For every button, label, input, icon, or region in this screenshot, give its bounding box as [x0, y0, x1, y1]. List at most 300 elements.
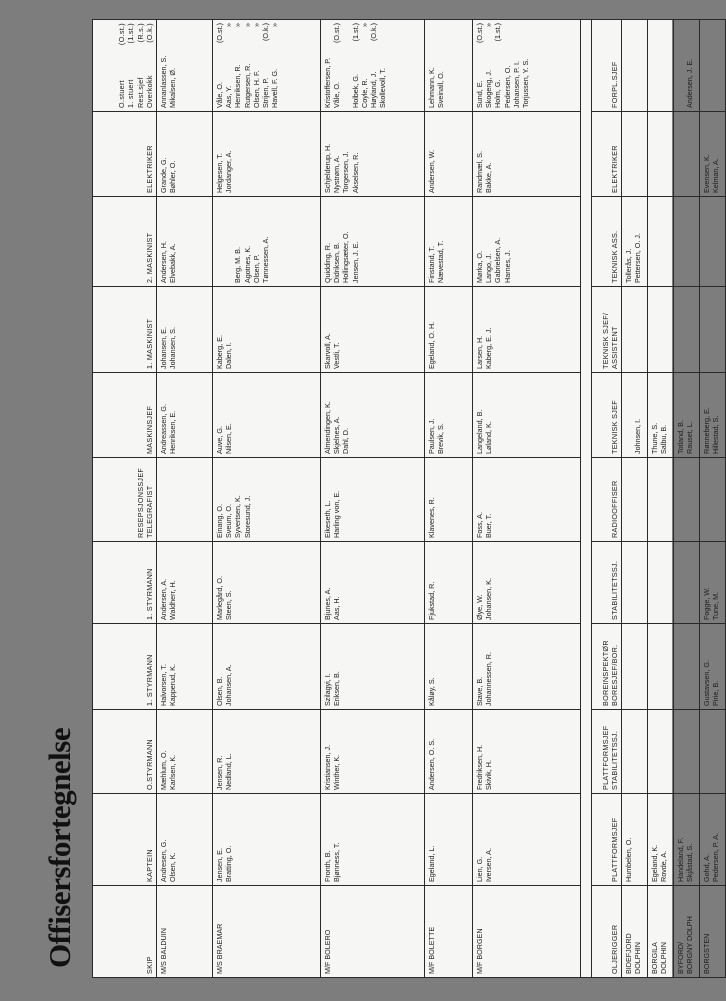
table-cell — [674, 20, 700, 112]
name-line: Thune, S. — [650, 422, 659, 454]
name-line: Hollingsæter, O. — [341, 231, 351, 283]
name-line: Marlegård, O. — [215, 576, 224, 620]
name-line: Foss, A. — [475, 512, 484, 538]
name-line: Johansen, S. — [168, 327, 178, 369]
name-line: Skjåstad, S. — [685, 843, 695, 882]
table-cell — [473, 373, 581, 458]
table-cell — [473, 710, 581, 794]
table-cell — [473, 197, 581, 287]
header-rank: (1.st.) — [126, 23, 136, 44]
table-cell — [157, 542, 213, 624]
name-line: Hillestad, S. — [711, 415, 721, 454]
name-line: Skjelnes, A. — [332, 416, 342, 454]
table-cell — [700, 624, 726, 710]
table-cell — [321, 287, 425, 373]
table-cell — [622, 112, 648, 197]
crew-rank: » — [233, 23, 243, 27]
name-line — [341, 23, 350, 108]
name-line: Randmæl, S. — [475, 151, 484, 193]
name-line: Humbelen, O. — [624, 837, 633, 882]
name-line: Waldherr, H. — [168, 580, 178, 620]
table-cell — [622, 542, 648, 624]
column-header: TEKNISK SJEF — [592, 373, 622, 458]
table-cell — [674, 624, 700, 710]
table-cell — [674, 542, 700, 624]
name-line: Johansen, K. — [484, 578, 494, 620]
name-line: Nedland, L. — [224, 753, 234, 790]
name-line: Schjelderup, H. — [323, 143, 332, 193]
name-line: Fronth, B. — [323, 850, 332, 882]
crew-name: Lehmann, K. — [427, 67, 436, 108]
stuert-cell — [473, 20, 581, 112]
name-line — [676, 23, 685, 108]
name-line — [378, 23, 387, 108]
crew-name: Johansen, P. I. — [511, 60, 521, 108]
column-header: KAPTEIN — [93, 794, 157, 886]
rig-row — [700, 20, 726, 978]
table-cell — [674, 710, 700, 794]
crew-rank: (1.st.) — [493, 23, 503, 42]
table-cell — [473, 287, 581, 373]
table-cell — [213, 373, 321, 458]
name-line: Brevik, S. — [436, 423, 446, 454]
crew-rank: (O.k.) — [369, 23, 379, 41]
table-cell — [157, 794, 213, 886]
name-line — [332, 23, 341, 108]
table-cell — [622, 624, 648, 710]
crew-name — [341, 106, 350, 108]
name-line: Harnes, J. — [502, 250, 512, 283]
column-header: SKIP — [93, 886, 157, 978]
ship-row — [425, 20, 473, 978]
table-cell — [622, 287, 648, 373]
table-cell — [622, 794, 648, 886]
rig-name-cell — [622, 886, 648, 978]
header-role: Overkokk — [144, 75, 154, 108]
name-line: Andresen, G. — [159, 839, 168, 882]
name-line: Jensen, J. E. — [350, 241, 360, 283]
name-line: Halvorsen, T. — [159, 664, 168, 706]
name-line: Øye, W. — [475, 594, 484, 620]
name-line: Rovde, A. — [659, 850, 669, 882]
table-cell — [425, 624, 473, 710]
column-header: 1. MASKINIST — [93, 287, 157, 373]
name-line: Eriksen, B. — [332, 671, 342, 706]
name-line — [351, 23, 360, 108]
table-cell — [321, 112, 425, 197]
name-line: Handeland, F. — [676, 837, 685, 882]
name-line: Andreassen, G. — [159, 404, 168, 454]
column-header: 2. MASKINIST — [93, 197, 157, 287]
name-line: Egeland, K. — [650, 844, 659, 882]
name-line: BYFORD/ — [676, 942, 685, 974]
name-line — [224, 23, 233, 108]
crew-rank: (O.st.) — [332, 23, 342, 43]
name-line: BORGSTEN — [702, 933, 711, 974]
name-line: Egeland, O. H. — [427, 321, 436, 369]
table-cell — [700, 710, 726, 794]
crew-name: Høyland, J. — [369, 71, 379, 108]
name-line: M/S BRAEMAR — [215, 923, 224, 974]
name-line: M/S BALDUIN — [159, 928, 168, 974]
table-cell — [622, 458, 648, 542]
name-line — [270, 23, 279, 108]
name-line — [261, 23, 270, 108]
name-line — [427, 23, 436, 108]
table-cell — [622, 20, 648, 112]
table-cell — [213, 112, 321, 197]
name-line: Akselsen, R. — [350, 152, 360, 193]
name-line: Jordanger, A. — [224, 150, 234, 193]
name-line: Rauset, L. — [685, 421, 695, 454]
name-line: Andersen, J. E. — [685, 58, 695, 108]
name-line: Steen, S. — [224, 590, 234, 620]
table-cell — [648, 20, 674, 112]
crew-name: Strijen, P. — [261, 77, 271, 108]
name-line: Harling von, E. — [332, 490, 342, 538]
name-line: BIDEFJORD — [624, 933, 633, 974]
name-line: Skarvoll, A. — [323, 333, 332, 369]
name-line: Pedersen, P. A. — [711, 832, 721, 882]
name-line: Henriksen, E. — [168, 410, 178, 454]
table-cell — [321, 542, 425, 624]
table-cell — [473, 794, 581, 886]
stuert-cell — [213, 20, 321, 112]
name-line: Tønnessen, A. — [261, 236, 271, 283]
table-cell — [425, 373, 473, 458]
name-line: Andersen, A. — [159, 578, 168, 620]
name-line: Syvertsen, K. — [233, 495, 243, 538]
ship-name-cell — [157, 886, 213, 978]
table-cell — [213, 542, 321, 624]
name-line: Kapperud, K. — [168, 664, 178, 706]
name-line: Rønneberg, E. — [702, 407, 711, 454]
name-line: Grande, G. — [159, 157, 168, 193]
rig-row — [622, 20, 648, 978]
name-line: DOLPHIN — [659, 942, 669, 974]
rig-name-cell — [648, 886, 674, 978]
name-line — [215, 200, 224, 283]
table-cell — [700, 794, 726, 886]
crew-name: Våle, O. — [332, 82, 342, 108]
crew-name: Coyle, R. — [359, 78, 369, 108]
column-header: RESEPSJONSSJEF TELEGRAFIST — [93, 458, 157, 542]
name-line — [243, 23, 252, 108]
table-cell — [648, 458, 674, 542]
name-line — [436, 23, 445, 108]
name-line: Løland, K. — [484, 421, 494, 454]
column-header: PLATTFORMSJEF — [592, 794, 622, 886]
stuert-cell — [425, 20, 473, 112]
column-header: TEKNISK ASS. — [592, 197, 622, 287]
name-line: Sveum, O. — [224, 504, 234, 538]
crew-name: Kristoffersen, P. — [323, 57, 332, 108]
name-line — [252, 23, 261, 108]
name-line: Jensen, R. — [215, 755, 224, 790]
column-header: OLJERIGGER — [592, 886, 622, 978]
name-line: Bakke, A. — [484, 162, 494, 193]
table-cell — [700, 542, 726, 624]
name-line: Kåløy, S. — [427, 677, 436, 706]
crew-name: Torjussen, Y. S. — [521, 58, 531, 108]
name-line: BORGNY DOLPH — [685, 916, 695, 974]
name-line: Einang, O. — [215, 504, 224, 538]
header-line — [136, 23, 145, 108]
header-role: 1. stuert — [126, 79, 136, 108]
stuert-cell — [157, 20, 213, 112]
name-line — [493, 23, 502, 108]
rig-name-cell — [700, 886, 726, 978]
name-line: Nystrøm, A. — [332, 155, 342, 193]
table-cell — [622, 710, 648, 794]
name-line: Gohd, A. — [702, 854, 711, 882]
name-line: Jensen, E. — [215, 848, 224, 882]
crew-rank: (O.k.) — [261, 23, 271, 41]
table-cell — [321, 710, 425, 794]
name-line: Kaberg, E. J. — [484, 327, 494, 369]
table-cell — [213, 624, 321, 710]
crew-name: Skollevoll, T. — [378, 68, 388, 108]
table-cell — [157, 287, 213, 373]
table-cell — [425, 458, 473, 542]
name-line: Torgersen, J. — [341, 151, 351, 193]
name-line: Andersen, H. — [159, 241, 168, 283]
name-line: Skivik, H. — [484, 760, 494, 790]
header-role: O.stuert — [117, 80, 127, 108]
table-cell — [425, 794, 473, 886]
header-line — [145, 23, 154, 108]
column-header: O.STYRMANN — [93, 710, 157, 794]
stuert-cell — [321, 20, 425, 112]
table-cell — [674, 112, 700, 197]
table-cell — [674, 458, 700, 542]
ship-name-cell — [321, 886, 425, 978]
table-cell — [648, 373, 674, 458]
table-cell — [425, 542, 473, 624]
name-line: Olsen, K. — [168, 852, 178, 882]
name-line: Auve, G. — [215, 426, 224, 454]
header-rank: (R.s.) — [135, 23, 145, 43]
name-line: Bjønness, T. — [332, 842, 342, 882]
table-cell — [425, 112, 473, 197]
rigs-header-row — [592, 20, 622, 978]
table-cell — [622, 373, 648, 458]
name-line: Bjunes, A. — [323, 587, 332, 620]
name-line — [503, 23, 512, 108]
name-line: Mæhlum, O. — [159, 750, 168, 790]
name-line — [624, 376, 633, 454]
table-cell — [157, 624, 213, 710]
column-header: PLATTFORMSJEF STABILITETSSJ. — [592, 710, 622, 794]
name-line: Paulsen, J. — [427, 418, 436, 454]
name-line: Almendingen, K. — [323, 401, 332, 454]
name-line: Lien, G. — [475, 856, 484, 882]
name-line: Gabrielsen, A. — [493, 237, 503, 283]
column-header-stuert — [93, 20, 157, 112]
name-line: Olsen, B. — [215, 676, 224, 706]
table-cell — [700, 287, 726, 373]
name-line: Fjukstad, R. — [427, 581, 436, 620]
name-line: Pettersen, O. J. — [633, 233, 643, 283]
table-cell — [648, 624, 674, 710]
column-header: STABILITETSSJ. — [592, 542, 622, 624]
table-cell — [674, 794, 700, 886]
name-line: Johannessen, R. — [484, 652, 494, 706]
section-gap-cell — [581, 20, 592, 978]
officer-table-rotated — [92, 20, 721, 978]
table-cell — [425, 197, 473, 287]
name-line: Kaberg, E. — [215, 335, 224, 369]
rig-name-cell — [674, 886, 700, 978]
name-line — [360, 23, 369, 108]
rig-row — [674, 20, 700, 978]
table-cell — [674, 197, 700, 287]
crew-rank: » — [242, 23, 252, 27]
ship-row — [321, 20, 425, 978]
crew-name: Henriksen, R. — [233, 64, 243, 108]
name-line — [159, 23, 168, 108]
name-line: Helgesen, T. — [215, 153, 224, 193]
column-header: 1. STYRMANN — [93, 542, 157, 624]
table-cell — [648, 542, 674, 624]
name-line: Winther, K. — [332, 754, 342, 790]
name-line: Dalen, I. — [224, 342, 234, 369]
name-line: Quidding, R. — [323, 243, 332, 283]
name-line: Egeland, L. — [427, 845, 436, 882]
name-line: Fredriksen, H. — [475, 744, 484, 790]
column-header: MASKINSJEF — [93, 373, 157, 458]
column-header: ELEKTRIKER — [93, 112, 157, 197]
ship-name-cell — [473, 886, 581, 978]
table-cell — [157, 112, 213, 197]
ships-header-row — [93, 20, 157, 978]
header-rank: (O.k.) — [144, 23, 154, 43]
crew-name: Olsen, H. F. — [251, 70, 261, 108]
table-cell — [700, 373, 726, 458]
table-cell — [213, 197, 321, 287]
table-cell — [700, 112, 726, 197]
name-line: Pirie, B. — [711, 680, 721, 706]
name-line: Storesund, J. — [242, 495, 252, 538]
table-cell — [321, 624, 425, 710]
table-cell — [213, 794, 321, 886]
header-line — [126, 23, 135, 108]
name-line: Johansen, E. — [159, 327, 168, 369]
crew-rank: » — [484, 23, 494, 27]
crew-rank: » — [251, 23, 261, 27]
name-line: DOLPHIN — [633, 942, 643, 974]
table-cell — [157, 373, 213, 458]
document-page — [92, 20, 721, 978]
table-cell — [425, 710, 473, 794]
ship-name-cell — [213, 886, 321, 978]
name-line: Olsen, P. — [251, 254, 261, 283]
crew-rank: (1.st.) — [350, 23, 360, 42]
name-line: Bøhler, O. — [168, 160, 178, 193]
table-cell — [674, 287, 700, 373]
table-cell — [157, 710, 213, 794]
crew-name: Skogeng, J. — [484, 70, 494, 108]
name-line: Karlsen, K. — [168, 754, 178, 790]
ship-row — [213, 20, 321, 978]
name-line: Mørka, O. — [475, 251, 484, 283]
header-role: Rest.sjef — [135, 77, 145, 108]
name-line: Vestli, T. — [332, 342, 342, 369]
name-line: Kristiansen, J. — [323, 744, 332, 790]
officer-table — [92, 19, 726, 978]
crew-name: Pedersen, O. — [502, 65, 512, 108]
crew-rank: » — [270, 23, 280, 27]
name-line — [512, 23, 521, 108]
column-header: RADIOOFFISER — [592, 458, 622, 542]
crew-name: Sund, E. — [475, 80, 484, 108]
table-cell — [648, 287, 674, 373]
name-line — [475, 23, 484, 108]
name-line: Nævestad, T. — [436, 240, 446, 283]
column-header: 1. STYRMANN — [93, 624, 157, 710]
name-line: Evensen, K. — [702, 154, 711, 193]
crew-name: Sveinall, O. — [436, 71, 446, 108]
crew-name: Holm, G. — [493, 79, 503, 108]
table-cell — [425, 287, 473, 373]
name-line — [233, 23, 242, 108]
table-cell — [213, 287, 321, 373]
table-cell — [321, 373, 425, 458]
crew-name: Havell, F. G. — [270, 68, 280, 108]
table-cell — [473, 458, 581, 542]
name-line: Buer, T. — [484, 513, 494, 538]
table-cell — [674, 373, 700, 458]
crew-rank: (O.st.) — [215, 23, 224, 43]
name-line: Agotnes, K. — [242, 245, 252, 283]
ship-row — [157, 20, 213, 978]
name-line: Dahl, D. — [341, 428, 351, 454]
column-header: TEKNISK SJEF/ ASSISTENT — [592, 287, 622, 373]
name-line — [323, 23, 332, 108]
name-line: Bratting, O. — [224, 845, 234, 882]
table-cell — [700, 197, 726, 287]
name-line: Klavenes, R. — [427, 497, 436, 538]
name-line: Elvebakk, A. — [168, 243, 178, 283]
table-cell — [321, 458, 425, 542]
name-line — [521, 23, 530, 108]
name-line: Andersen, O. S. — [427, 738, 436, 790]
table-cell — [321, 794, 425, 886]
table-cell — [213, 710, 321, 794]
name-line: Lango, J. — [484, 253, 494, 283]
name-line: Nilsen, E. — [224, 423, 234, 454]
table-cell — [648, 794, 674, 886]
table-cell — [648, 710, 674, 794]
name-line: Stave, B. — [475, 676, 484, 706]
table-cell — [473, 112, 581, 197]
header-rank: (O.st.) — [117, 23, 127, 46]
name-line — [484, 23, 493, 108]
column-header: ELEKTRIKER — [592, 112, 622, 197]
ship-row — [473, 20, 581, 978]
rig-row — [648, 20, 674, 978]
table-cell — [473, 542, 581, 624]
table-cell — [648, 112, 674, 197]
table-cell — [157, 458, 213, 542]
ship-name-cell — [425, 886, 473, 978]
column-header: FORPL.SJEF — [592, 20, 622, 112]
table-cell — [157, 197, 213, 287]
name-line: M/F BOLETTE — [427, 926, 436, 974]
name-line: Szilagyi, I. — [323, 673, 332, 706]
crew-name: Rutgersen, R. — [242, 63, 252, 108]
name-line: Salbu, B. — [659, 424, 669, 454]
